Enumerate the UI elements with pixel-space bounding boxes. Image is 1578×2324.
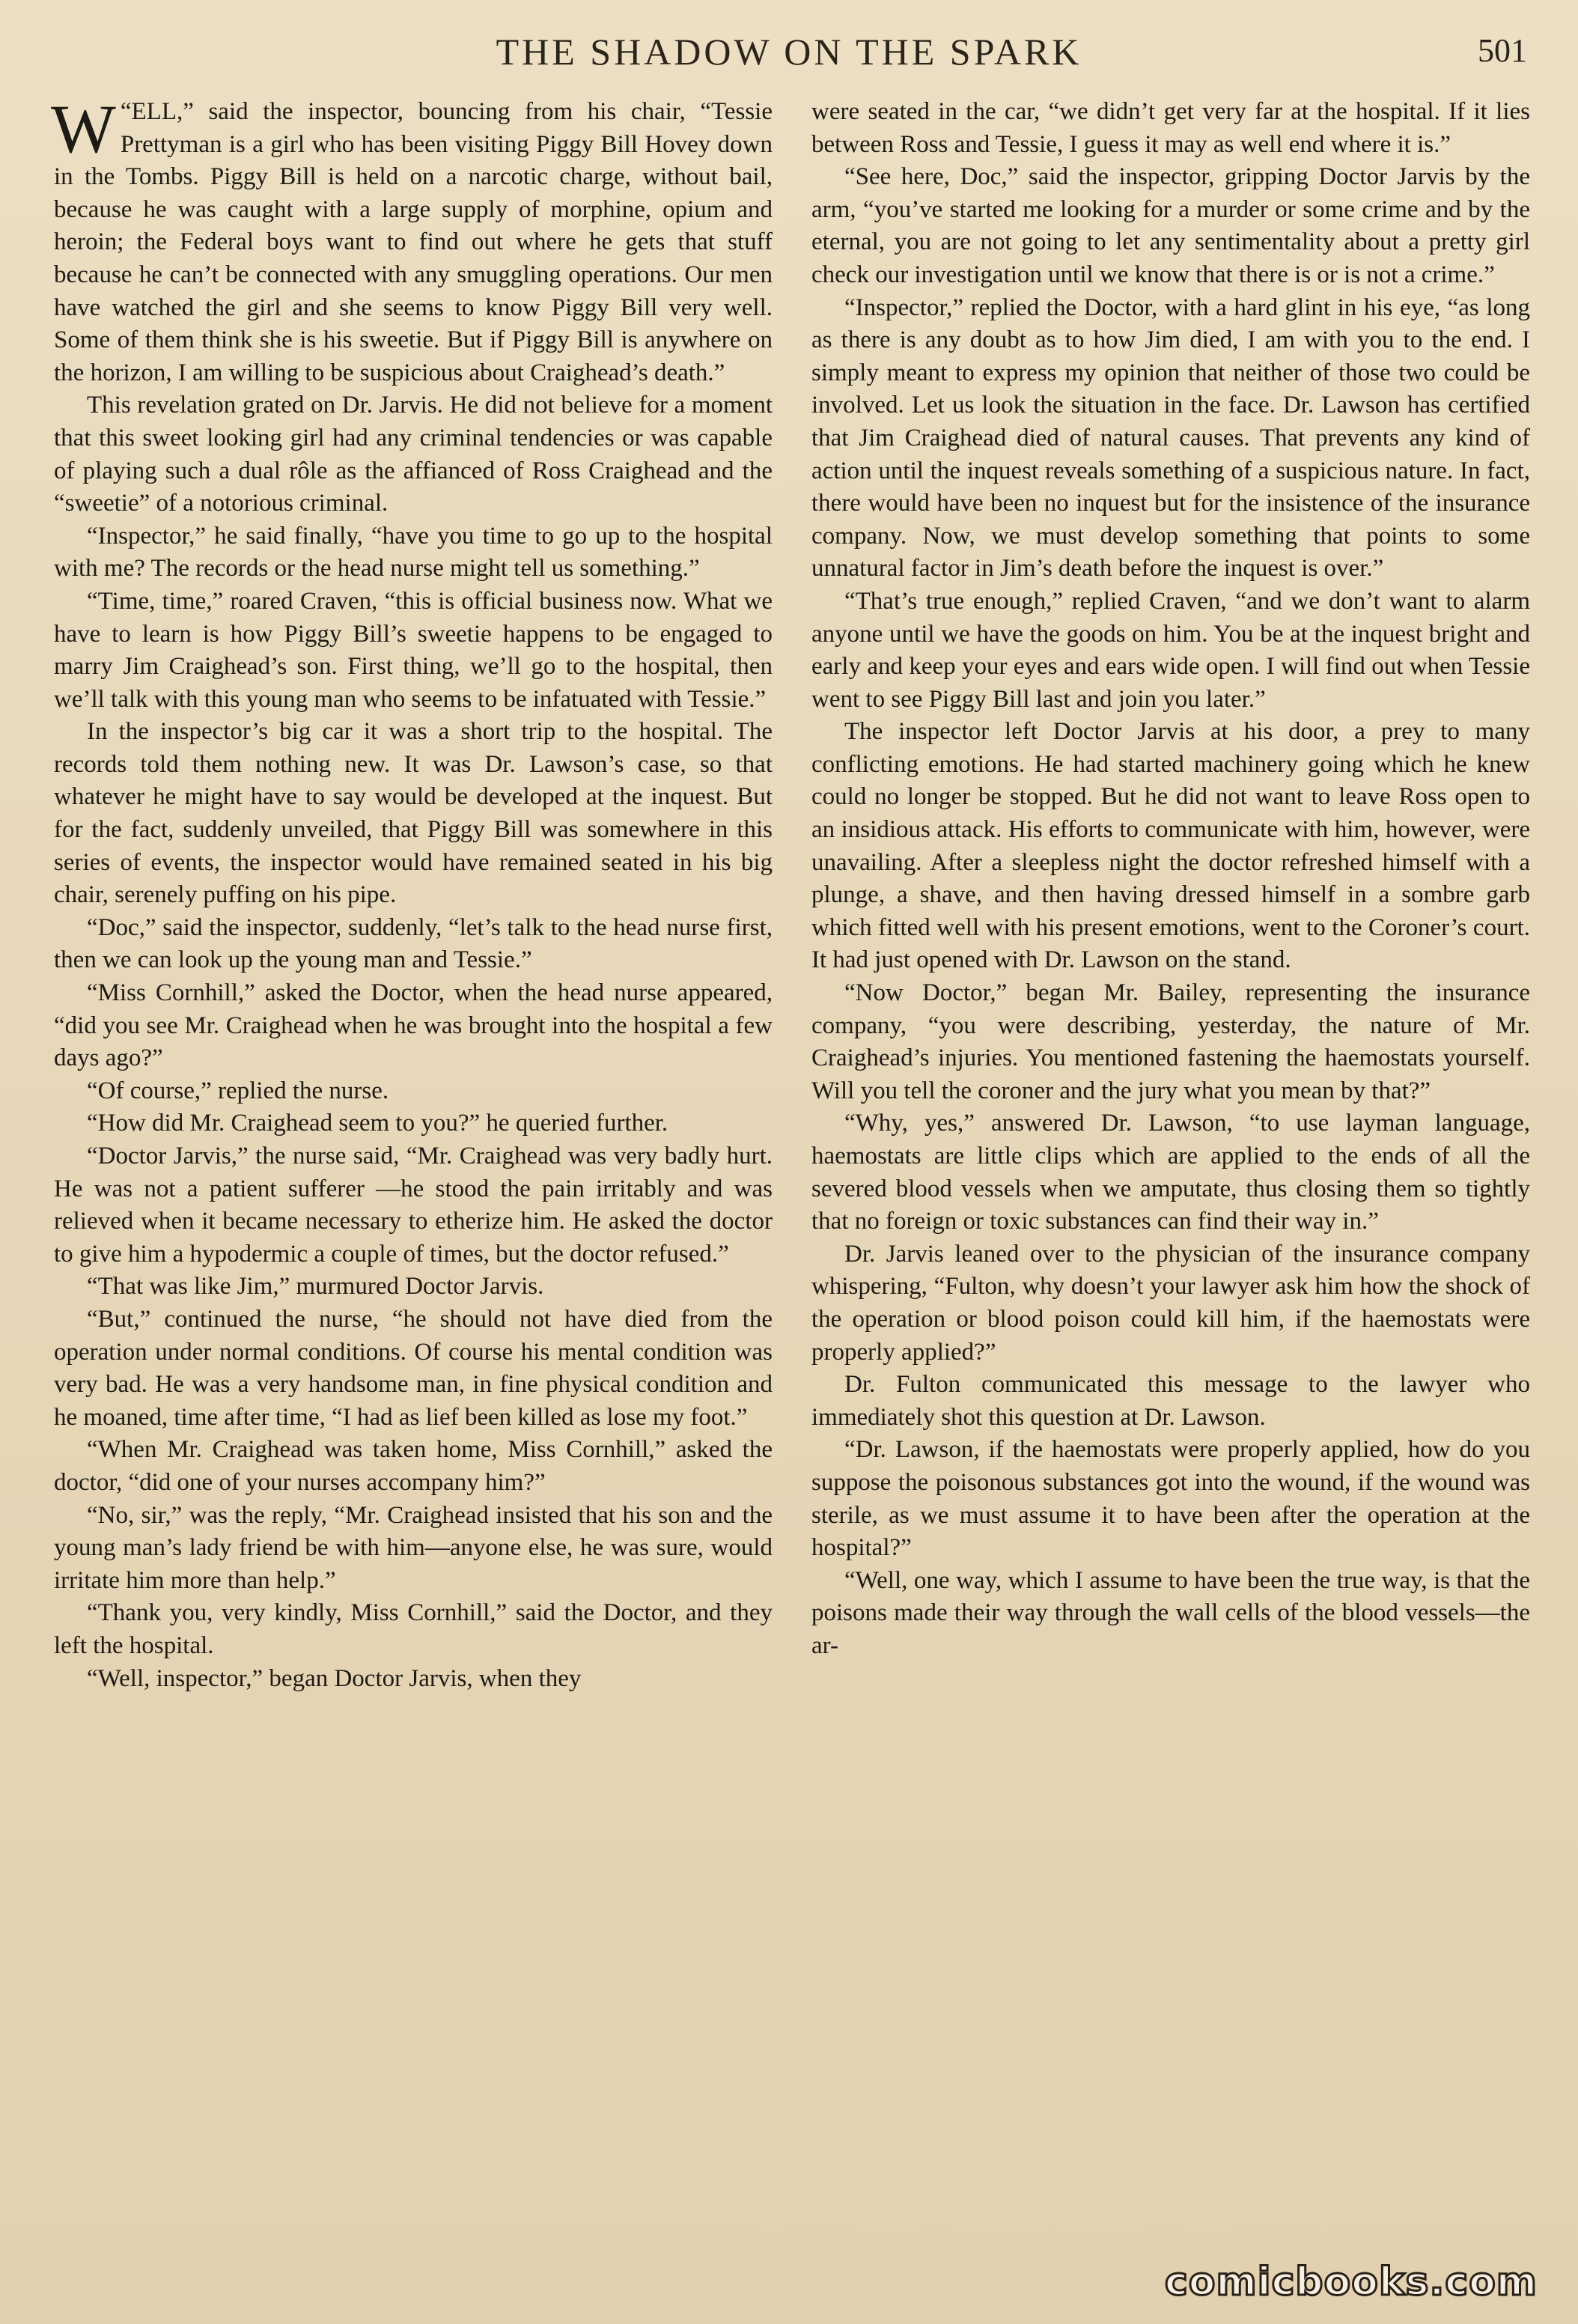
paragraph: “Time, time,” roared Craven, “this is official business now. What we have to learn is how Piggy Bill’s sweetie happens to be engaged to marry Jim Craighead’s son. First thing, we’ll go to the hospital, then we’ll talk with this young man who seems to be infatuated with Tessie.”	[54, 587, 773, 713]
paragraph: “Well, one way, which I assume to have been the true way, is that the poisons made their way through the wall cells of the blood vessels—the ar-	[811, 1566, 1530, 1659]
paragraph: “How did Mr. Craighead seem to you?” he queried further.	[87, 1110, 668, 1137]
left-column	[51, 91, 773, 1695]
paragraph: “Inspector,” replied the Doctor, with a hard glint in his eye, “as long as there is any doubt as to how Jim died, I am with you to the end. I simply meant to express my opinion that neither of those two could be involved. Let us look the situation in the face. Dr. Lawson has certified that Jim Craighead died of natural causes. That prevents any kind of action until the inquest reveals something of a suspicious nature. In fact, there would have been no inquest but for the insistence of the insurance company. Now, we must develop something that points to some unnatural factor in Jim’s death before the inquest is over.”	[811, 293, 1530, 582]
paragraph: “Well, inspector,” began Doctor Jarvis, when they	[87, 1664, 582, 1692]
paragraph: “Doc,” said the inspector, suddenly, “let’s talk to the head nurse first, then we can look up the young man and Tessie.”	[54, 913, 773, 974]
paragraph: “Dr. Lawson, if the haemostats were properly applied, how do you suppose the poisonous substances got into the wound, if the wound was sterile, as we must assume it to have been after the operation at the hospital?”	[811, 1436, 1530, 1562]
paragraph: “But,” continued the nurse, “he should not have died from the operation under normal conditions. Of course his mental condition was very bad. He was a very handsome man, in fine physical condition and he moaned, time after time, “I had as lief been killed as lose my foot.”	[54, 1305, 773, 1431]
paragraph: “Why, yes,” answered Dr. Lawson, “to use layman language, haemostats are little clips which are applied to the ends of all the severed blood vessels when we amputate, thus closing them so tightly that no foreign or toxic substances can find their way in.”	[811, 1110, 1530, 1235]
paragraph: Dr. Fulton communicated this message to the lawyer who immediately shot this question at Dr. Lawson.	[811, 1371, 1530, 1431]
paragraph: “When Mr. Craighead was taken home, Miss Cornhill,” asked the doctor, “did one of your nurses accompany him?”	[54, 1436, 773, 1496]
paragraph: “Now Doctor,” began Mr. Bailey, representing the insurance company, “you were describing, yesterday, the nature of Mr. Craighead’s injuries. You mentioned fastening the haemostats yourself. Will you tell the coroner and the jury what you mean by that?”	[811, 979, 1530, 1104]
paragraph: “That’s true enough,” replied Craven, “and we don’t want to alarm anyone until we have the goods on him. You be at the inquest bright and early and keep your eyes and ears wide open. I will find out when Tessie went to see Piggy Bill last and join you later.”	[811, 587, 1530, 713]
page-number: 501	[1478, 32, 1527, 69]
text-columns	[51, 91, 1530, 1695]
right-column	[811, 96, 1530, 1695]
opening-quote: “	[120, 98, 132, 125]
drop-cap: W	[51, 91, 116, 167]
paragraph: This revelation grated on Dr. Jarvis. He did not believe for a moment that this sweet looking girl had any criminal tendencies or was capable of playing such a dual rôle as the affianced of Ross Craighead and the “sweetie” of a notorious criminal.	[54, 392, 773, 517]
paragraph: “Inspector,” he said finally, “have you time to go up to the hospital with me? The records or the head nurse might tell us something.”	[54, 522, 773, 582]
paragraph: In the inspector’s big car it was a short trip to the hospital. The records told them nothing new. It was Dr. Lawson’s case, so that whatever he might have to say would be developed at the inquest. But for the fact, suddenly unveiled, that Piggy Bill was somewhere in this series of events, the inspector would have remained seated in his big chair, serenely puffing on his pipe.	[54, 718, 773, 909]
paragraph: “Doctor Jarvis,” the nurse said, “Mr. Craighead was very badly hurt. He was not a patient sufferer —he stood the pain irritably and was relieved when it became necessary to etherize him. He asked the doctor to give him a hypodermic a couple of times, but the doctor refused.”	[54, 1143, 773, 1268]
paragraph: “That was like Jim,” murmured Doctor Jarvis.	[87, 1273, 544, 1301]
paragraph: “See here, Doc,” said the inspector, gripping Doctor Jarvis by the arm, “you’ve started me looking for a murder or some crime and by the eternal, you are not going to let any sentimentality about a pretty girl check our investigation until we know that there is or is not a crime.”	[811, 163, 1530, 288]
running-head	[45, 30, 1533, 82]
paragraph: “Of course,” replied the nurse.	[87, 1077, 389, 1104]
paragraph: were seated in the car, “we didn’t get very far at the hospital. If it lies between Ross and Tessie, I guess it may as well end where it is.”	[811, 98, 1530, 158]
paragraph: “No, sir,” was the reply, “Mr. Craighead insisted that his son and the young man’s lady friend be with him—anyone else, he was sure, would irritate him more than help.”	[54, 1501, 773, 1594]
paragraph: “Miss Cornhill,” asked the Doctor, when the head nurse appeared, “did you see Mr. Craighead when he was brought into the hospital a few days ago?”	[54, 979, 773, 1072]
paragraph: The inspector left Doctor Jarvis at his door, a prey to many conflicting emotions. He had started machinery going which he knew could no longer be stopped. But he did not want to leave Ross open to an insidious attack. His efforts to communicate with him, however, were unavailing. After a sleepless night the doctor refreshed himself with a plunge, a shave, and then having dressed himself in a sombre garb which fitted well with his present emotions, went to the Coroner’s court. It had just opened with Dr. Lawson on the stand.	[811, 718, 1530, 974]
paragraph: Dr. Jarvis leaned over to the physician of the insurance company whispering, “Fulton, why doesn’t your lawyer ask him how the shock of the operation or blood poison could kill him, if the haemostats were properly applied?”	[811, 1240, 1530, 1366]
paragraph: “Thank you, very kindly, Miss Cornhill,” said the Doctor, and they left the hospital.	[54, 1599, 773, 1659]
watermark-logo: comicbooks.com	[1164, 2260, 1538, 2305]
paragraph-text: ELL,” said the inspector, bouncing from his chair, “Tessie Prettyman is a girl who has been visiting Piggy Bill Hovey down in the Tombs. Piggy Bill is held on a narcotic charge, without bail, because he was caught with a large supply of morphine, opium and heroin; the Federal boys want to find out where he gets that stuff because he can’t be connected with any smuggling operations. Our men have watched the girl and she seems to know Piggy Bill very well. Some of them think she is his sweetie. But if Piggy Bill is anywhere on the horizon, I am willing to be suspicious about Craighead’s death.”	[54, 98, 773, 386]
paragraph	[51, 91, 773, 389]
running-title: THE SHADOW ON THE SPARK	[496, 31, 1082, 73]
